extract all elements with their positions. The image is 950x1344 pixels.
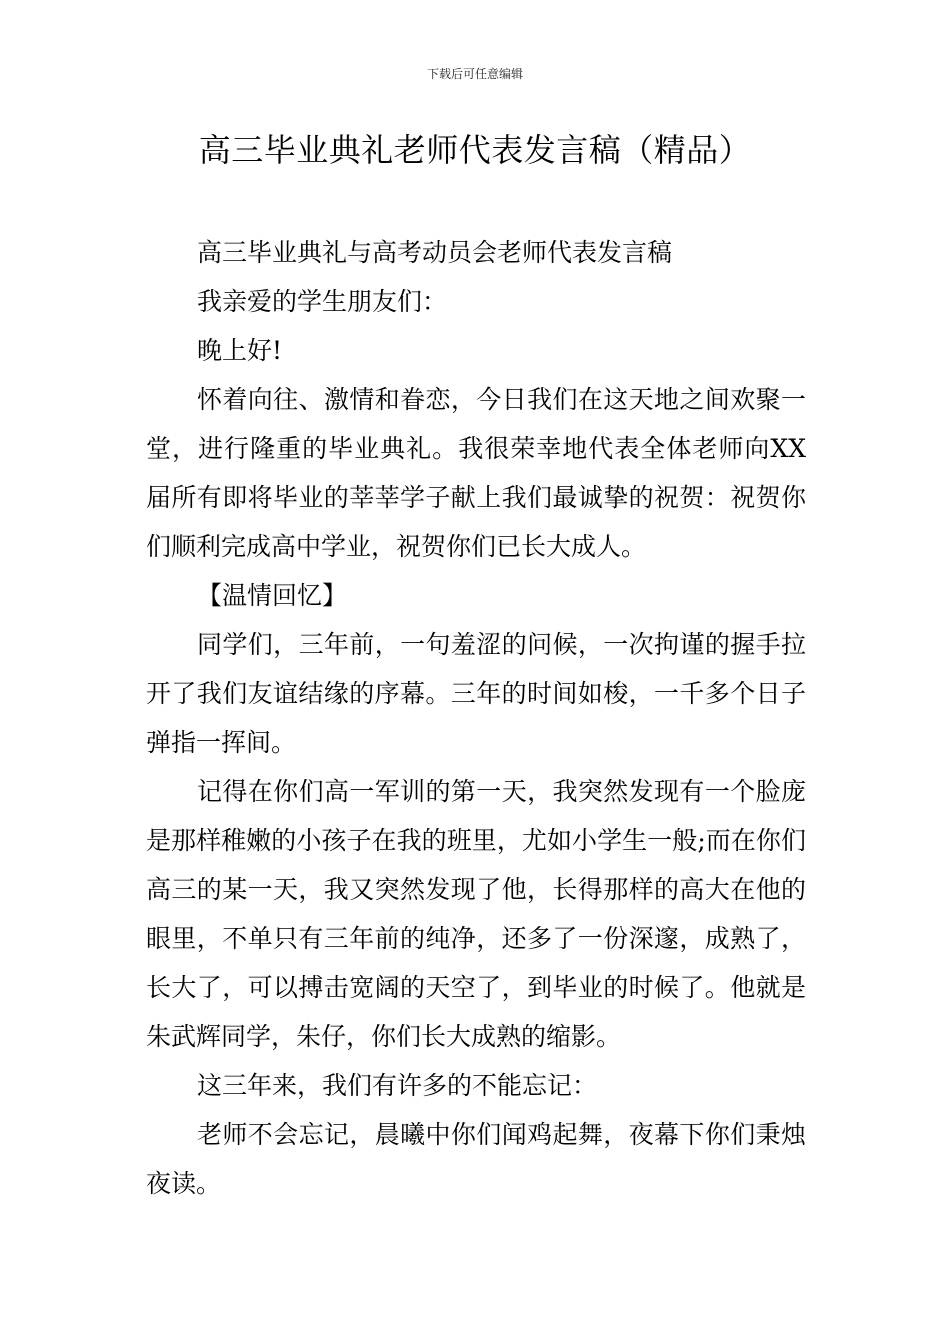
header-note: 下载后可任意编辑 <box>426 67 523 81</box>
paragraph-opening: 怀着向往、激情和眷恋，今日我们在这天地之间欢聚一堂，进行隆重的毕业典礼。我很荣幸地代表全体老师向XX届所有即将毕业的莘莘学子献上我们最诚挚的祝贺：祝贺你们顺利完成高中学业，祝贺你们已长大成人。 <box>146 385 806 561</box>
document-title: 高三毕业典礼老师代表发言稿（精品） <box>198 131 752 169</box>
section-heading-memories: 【温情回忆】 <box>197 581 348 610</box>
paragraph-three-years: 同学们，三年前，一句羞涩的问候，一次拘谨的握手拉开了我们友谊结缘的序幕。三年的时间如梭，一千多个日子弹指一挥间。 <box>146 630 806 757</box>
paragraph-unforgettable: 这三年来，我们有许多的不能忘记： <box>197 1071 598 1100</box>
paragraph-military-training: 记得在你们高一军训的第一天，我突然发现有一个脸庞是那样稚嫩的小孩子在我的班里，尤如小学生一般;而在你们高三的某一天，我又突然发现了他，长得那样的高大在他的眼里，不单只有三年前的纯净，还多了一份深邃，成熟了，长大了，可以搏击宽阔的天空了，到毕业的时候了。他就是朱武辉同学，朱仔，你们长大成熟的缩影。 <box>146 777 806 1051</box>
document-body <box>146 228 806 1208</box>
paragraph-subtitle: 高三毕业典礼与高考动员会老师代表发言稿 <box>197 238 673 267</box>
paragraph-salutation: 我亲爱的学生朋友们： <box>197 287 448 316</box>
paragraph-teachers-remember: 老师不会忘记，晨曦中你们闻鸡起舞，夜幕下你们秉烛夜读。 <box>146 1120 806 1198</box>
paragraph-greeting: 晚上好! <box>197 336 283 365</box>
